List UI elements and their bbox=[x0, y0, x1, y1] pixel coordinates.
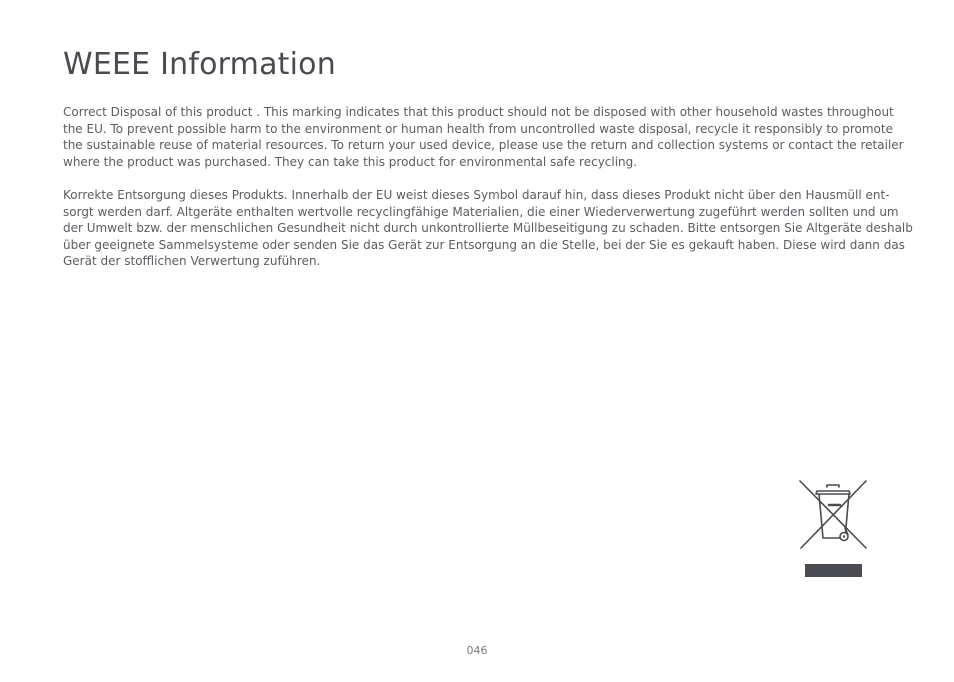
paragraph-line: Korrekte Entsorgung dieses Produkts. Innerhalb der EU weist dieses Symbol darauf hin, dass dieses Produkt nicht über den Hausmüll ent- bbox=[63, 188, 890, 202]
german-disposal-paragraph bbox=[63, 187, 913, 270]
page-number: 046 bbox=[466, 644, 488, 657]
paragraph-line: sorgt werden darf. Altgeräte enthalten wertvolle recyclingfähige Materialien, die einer Wiederverwertung zugeführt werden sollten und um bbox=[63, 204, 899, 219]
paragraph-line: der Umwelt bzw. der menschlichen Gesundheit nicht durch unkontrollierte Müllbeseitigung zu schaden. Bitte entsorgen Sie Altgeräte deshalb bbox=[63, 221, 913, 236]
page-title: WEEE Information bbox=[63, 47, 336, 82]
paragraph-line: Gerät der stofflichen Verwertung zuführen. bbox=[63, 254, 321, 269]
paragraph-line: über geeignete Sammelsysteme oder senden Sie das Gerät zur Entsorgung an die Stelle, bei der Sie es gekauft haben. Diese wird dann das bbox=[63, 237, 905, 252]
paragraph-line: where the product was purchased. They can take this product for environmental safe recycling. bbox=[63, 154, 638, 169]
paragraph-line: Correct Disposal of this product . This marking indicates that this product should not be disposed with other household wastes throughout bbox=[63, 105, 894, 119]
english-disposal-paragraph bbox=[63, 104, 904, 170]
crossed-out-wheelie-bin-icon bbox=[796, 478, 870, 580]
paragraph-line: the sustainable reuse of material resources. To return your used device, please use the return and collection systems or contact the retailer bbox=[63, 138, 904, 153]
paragraph-line: the EU. To prevent possible harm to the environment or human health from uncontrolled waste disposal, recycle it responsibly to promote bbox=[63, 121, 893, 136]
